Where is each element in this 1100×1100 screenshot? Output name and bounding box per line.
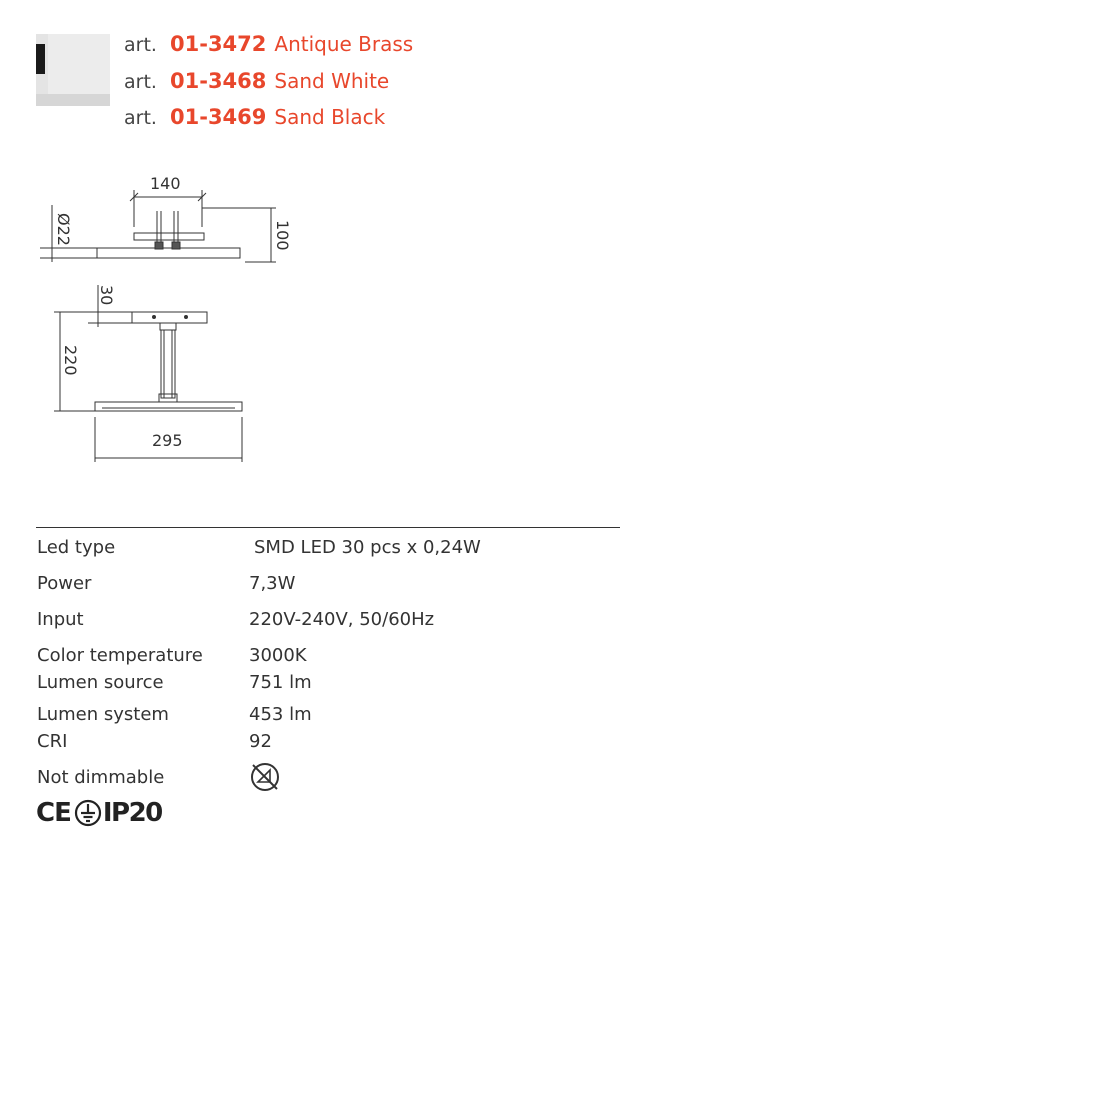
spec-value: 751 lm — [249, 672, 312, 693]
spec-value: 3000K — [249, 645, 307, 666]
spec-label: CRI — [37, 731, 68, 752]
article-list — [124, 32, 413, 142]
article-row — [124, 69, 413, 106]
dimension-100: 100 — [273, 220, 292, 251]
article-finish: Sand White — [274, 68, 390, 93]
spec-value: 7,3W — [249, 573, 296, 594]
article-row — [124, 105, 413, 142]
spec-label: Power — [37, 573, 92, 594]
ip-rating: IP20 — [102, 798, 162, 828]
top-view — [40, 190, 276, 262]
dimension-30: 30 — [97, 285, 116, 306]
article-finish: Antique Brass — [274, 32, 414, 56]
article-prefix: art. — [124, 70, 157, 93]
spec-label: Input — [37, 609, 84, 630]
spec-value: 92 — [249, 731, 272, 752]
ce-mark: CE — [36, 798, 71, 828]
technical-drawing — [30, 165, 310, 475]
protective-earth-icon — [74, 799, 102, 827]
dimension-diameter-22: Ø22 — [54, 213, 73, 246]
not-dimmable-icon — [248, 760, 282, 794]
product-thumbnail — [36, 34, 110, 106]
article-code: 01-3469 — [170, 105, 267, 129]
spec-label: Led type — [37, 537, 116, 558]
article-code: 01-3472 — [170, 32, 267, 56]
dimension-295: 295 — [152, 431, 183, 450]
side-view — [54, 285, 242, 462]
article-prefix: art. — [124, 107, 157, 129]
article-finish: Sand Black — [274, 105, 386, 129]
article-code: 01-3468 — [170, 68, 267, 93]
spec-label: Lumen system — [37, 704, 169, 725]
article-row — [124, 32, 413, 69]
spec-label: Color temperature — [37, 645, 203, 666]
spec-value: SMD LED 30 pcs x 0,24W — [254, 537, 481, 558]
specifications-table — [36, 527, 620, 788]
article-prefix: art. — [124, 34, 157, 56]
dimension-140: 140 — [150, 174, 181, 193]
certification-marks — [36, 797, 162, 829]
dimension-220: 220 — [61, 345, 80, 376]
spec-label: Lumen source — [37, 672, 164, 693]
spec-value: 220V-240V, 50/60Hz — [249, 609, 435, 630]
spec-label: Not dimmable — [37, 767, 165, 788]
spec-value: 453 lm — [249, 704, 312, 725]
